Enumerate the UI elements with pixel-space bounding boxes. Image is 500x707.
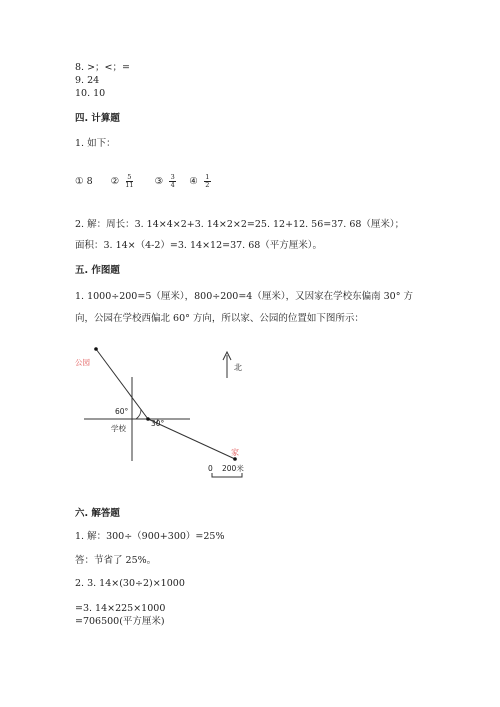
section-6-q2-step2: =706500(平方厘米) [75, 616, 165, 627]
scale-zero: 0 [208, 464, 213, 473]
answer-9: 9. 24 [75, 75, 100, 86]
circled-3: ③ [154, 176, 164, 187]
section-6-q1-answer: 答：节省了 25%。 [75, 555, 157, 566]
park-point [94, 347, 98, 351]
section-4-q2: 2. 解：周长：3. 14×4×2+3. 14×2×2=25. 12+12. 56=37. 68（厘米）； [75, 219, 405, 230]
section-5-q1-cont: 向，公园在学校西偏北 60° 方向，所以家、公园的位置如下图所示： [75, 313, 364, 324]
angle-30-label: 30° [151, 419, 165, 428]
circled-4: ④ [189, 176, 198, 187]
fraction-2: $\frac{5}{11}$ [125, 173, 134, 189]
scale-200: 200米 [222, 464, 244, 473]
answer-10: 10. 10 [75, 88, 106, 99]
section-5-title: 五. 作图题 [75, 265, 120, 276]
home-point [233, 457, 237, 461]
north-label: 北 [234, 363, 242, 372]
location-diagram [70, 340, 260, 490]
section-6-title: 六. 解答题 [75, 508, 120, 519]
section-5-q1: 1. 1000÷200=5（厘米），800÷200=4（厘米），又因家在学校东偏南 30° 方 [75, 291, 413, 302]
school-label: 学校 [111, 424, 126, 433]
answer-8: 8. >；<；= [75, 62, 130, 73]
school-point [146, 417, 150, 421]
angle-60-arc [136, 409, 141, 419]
home-label: 家 [231, 448, 239, 457]
scale-bar [212, 473, 242, 477]
park-label: 公园 [75, 358, 90, 367]
section-4-q1-answers [75, 173, 214, 191]
section-4-title: 四. 计算题 [75, 113, 120, 124]
circled-2: ② [110, 176, 120, 187]
section-4-q1: 1. 如下： [75, 138, 116, 149]
fraction-3: $\frac{3}{4}$ [170, 173, 175, 189]
section-6-q1: 1. 解：300÷（900+300）=25% [75, 531, 225, 542]
angle-60-label: 60° [115, 407, 129, 416]
section-6-q2: 2. 3. 14×(30÷2)×1000 [75, 578, 185, 589]
section-4-q2-area: 面积：3. 14×（4-2）=3. 14×12=37. 68（平方厘米）。 [75, 240, 323, 251]
answer-value-1: 8 [86, 176, 93, 187]
circled-1: ① [75, 176, 84, 187]
fraction-4: $\frac{1}{2}$ [205, 173, 210, 189]
section-6-q2-step1: =3. 14×225×1000 [75, 603, 166, 614]
